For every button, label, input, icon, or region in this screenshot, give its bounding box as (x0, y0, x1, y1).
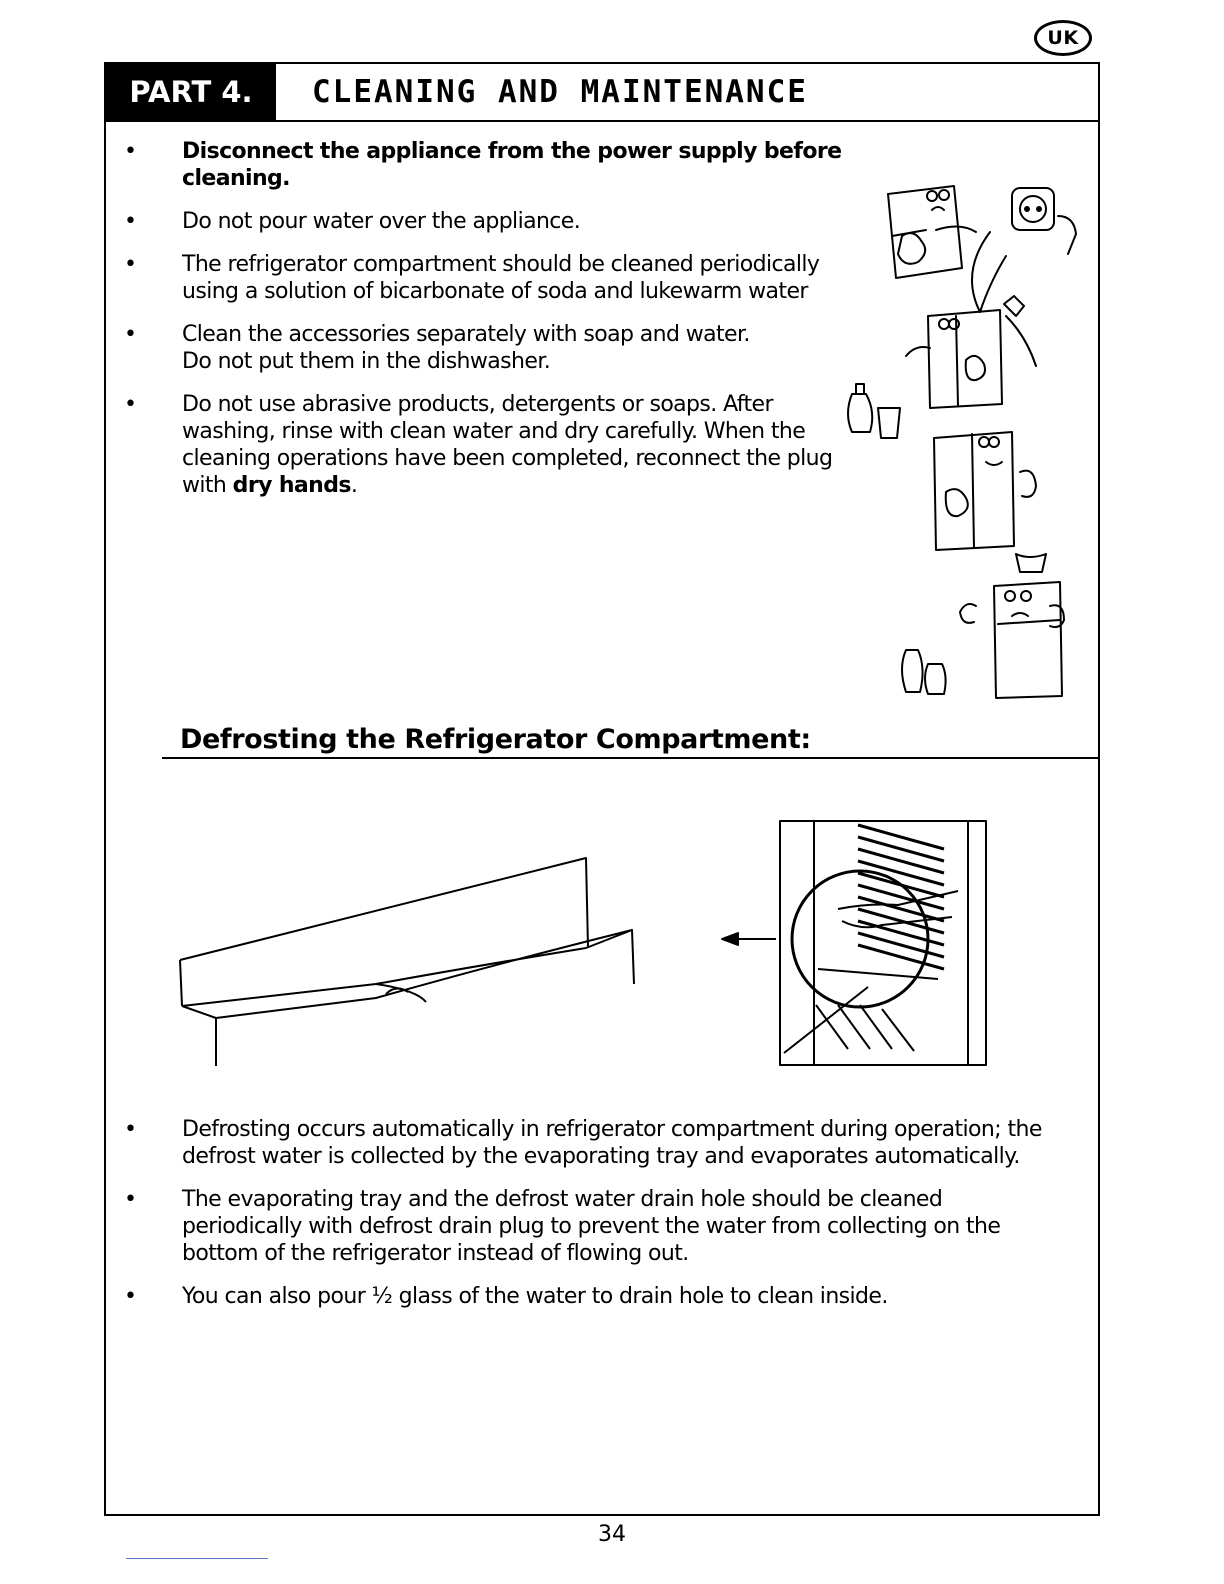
evaporating-tray-illustration (176, 854, 646, 1074)
list-item (124, 391, 864, 499)
detergent-bottle (848, 384, 900, 438)
item-line: Do not put them in the dishwasher. (182, 349, 551, 374)
fridge-cleaning-illustration (836, 176, 1086, 706)
emphasis-text: dry hands (232, 473, 351, 498)
list-item: • Do not pour water over the appliance. (124, 208, 864, 235)
item-text-end: . (350, 473, 358, 498)
list-item (124, 321, 864, 375)
page-frame (104, 62, 1100, 1516)
item-text: Do not use abrasive products, detergents or soaps. After washing, rinse with clean water and dry carefully. When the cleaning operations have been completed, reconnect the plug with (182, 392, 833, 498)
fridge-cartoon-1 (888, 186, 976, 278)
power-socket (1012, 188, 1076, 254)
warning-text: Disconnect the appliance from the power supply before cleaning. (182, 139, 842, 191)
list-item: • The refrigerator compartment should be cleaned periodically using a solution of bicarbonate of soda and lukewarm water (124, 251, 864, 305)
fridge-cartoon-4 (902, 582, 1064, 698)
fridge-cartoon-2 (906, 310, 1002, 408)
list-item: • Defrosting occurs automatically in refrigerator compartment during operation; the defrost water is collected by the evaporating tray and evaporates automatically. (124, 1116, 1064, 1170)
drain-plug-illustration (718, 819, 990, 1069)
page-number: 34 (598, 1522, 626, 1547)
defrost-instructions (124, 1116, 1064, 1326)
spray-bottle (972, 232, 1036, 366)
footer-link-line (126, 1558, 268, 1559)
part-label: PART 4. (106, 64, 276, 120)
section-title: CLEANING AND MAINTENANCE (312, 74, 808, 110)
fridge-cartoon-3 (934, 432, 1046, 572)
list-item: • You can also pour ½ glass of the water to drain hole to clean inside. (124, 1283, 1064, 1310)
heading-rule (162, 757, 1100, 759)
cleaning-instructions (124, 138, 864, 515)
list-item (124, 138, 864, 192)
item-line: Clean the accessories separately with soap and water. (182, 322, 750, 347)
defrost-heading: Defrosting the Refrigerator Compartment: (180, 724, 811, 755)
section-header (106, 64, 1098, 122)
arrow-head (722, 933, 738, 945)
list-item: • The evaporating tray and the defrost water drain hole should be cleaned periodically with defrost drain plug to prevent the water from collecting on the bottom of the refrigerator instead of flowing out. (124, 1186, 1064, 1267)
country-badge: UK (1034, 20, 1092, 56)
